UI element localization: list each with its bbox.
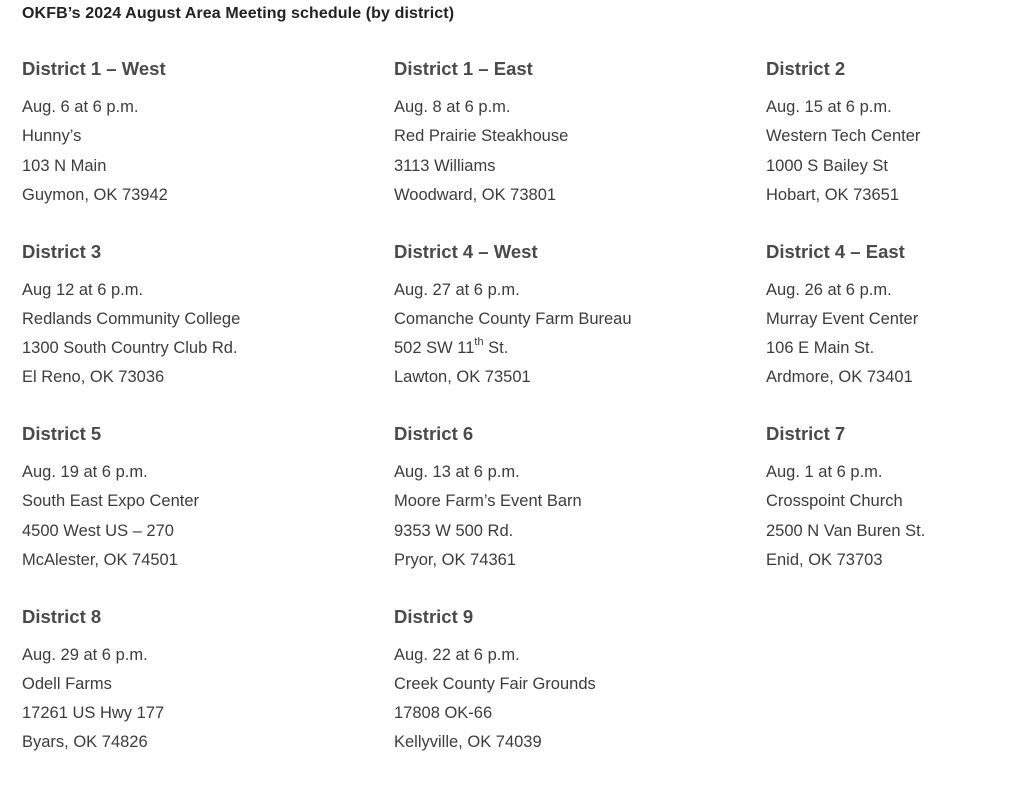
district-schedule-grid (22, 57, 1011, 787)
district-name: District 2 (766, 57, 1011, 81)
district-name: District 6 (394, 422, 766, 446)
district-card-4-west (394, 240, 766, 423)
meeting-street: 9353 W 500 Rd. (394, 517, 766, 546)
district-card-5 (22, 422, 394, 605)
meeting-city: Pryor, OK 74361 (394, 546, 766, 575)
district-name: District 7 (766, 422, 1011, 446)
meeting-city: McAlester, OK 74501 (22, 546, 394, 575)
meeting-street: 4500 West US – 270 (22, 517, 394, 546)
district-name: District 4 – West (394, 240, 766, 264)
meeting-date: Aug. 19 at 6 p.m. (22, 458, 394, 487)
meeting-city: Kellyville, OK 74039 (394, 728, 766, 757)
meeting-city: El Reno, OK 73036 (22, 363, 394, 392)
meeting-date: Aug. 8 at 6 p.m. (394, 93, 766, 122)
meeting-date: Aug. 22 at 6 p.m. (394, 641, 766, 670)
district-card-4-east (766, 240, 1011, 423)
meeting-date: Aug. 1 at 6 p.m. (766, 458, 1011, 487)
district-card-9 (394, 605, 766, 787)
meeting-street (394, 334, 766, 363)
meeting-date: Aug. 15 at 6 p.m. (766, 93, 1011, 122)
meeting-street: 106 E Main St. (766, 334, 1011, 363)
meeting-date: Aug. 26 at 6 p.m. (766, 276, 1011, 305)
meeting-city: Byars, OK 74826 (22, 728, 394, 757)
ordinal-suffix: th (474, 336, 483, 348)
meeting-street: 2500 N Van Buren St. (766, 517, 1011, 546)
street-number: 502 SW 11 (394, 339, 474, 357)
district-name: District 1 – East (394, 57, 766, 81)
district-name: District 9 (394, 605, 766, 629)
street-type: St. (484, 339, 509, 357)
meeting-date: Aug. 27 at 6 p.m. (394, 276, 766, 305)
meeting-city: Guymon, OK 73942 (22, 181, 394, 210)
meeting-city: Ardmore, OK 73401 (766, 363, 1011, 392)
meeting-street: 17261 US Hwy 177 (22, 699, 394, 728)
meeting-date: Aug. 6 at 6 p.m. (22, 93, 394, 122)
meeting-venue: Western Tech Center (766, 122, 1011, 151)
meeting-venue: Crosspoint Church (766, 487, 1011, 516)
district-name: District 3 (22, 240, 394, 264)
meeting-street: 1300 South Country Club Rd. (22, 334, 394, 363)
district-name: District 1 – West (22, 57, 394, 81)
meeting-venue: Creek County Fair Grounds (394, 670, 766, 699)
meeting-venue: Moore Farm’s Event Barn (394, 487, 766, 516)
district-card-8 (22, 605, 394, 787)
district-card-6 (394, 422, 766, 605)
meeting-date: Aug. 13 at 6 p.m. (394, 458, 766, 487)
meeting-city: Lawton, OK 73501 (394, 363, 766, 392)
meeting-venue: Red Prairie Steakhouse (394, 122, 766, 151)
district-card-3 (22, 240, 394, 423)
district-name: District 5 (22, 422, 394, 446)
district-card-1-west (22, 57, 394, 240)
meeting-city: Woodward, OK 73801 (394, 181, 766, 210)
district-card-1-east (394, 57, 766, 240)
meeting-venue: Comanche County Farm Bureau (394, 305, 766, 334)
meeting-venue: Redlands Community College (22, 305, 394, 334)
district-card-7 (766, 422, 1011, 605)
meeting-venue: South East Expo Center (22, 487, 394, 516)
page-title: OKFB’s 2024 August Area Meeting schedule (by district) (22, 5, 454, 23)
meeting-venue: Odell Farms (22, 670, 394, 699)
meeting-venue: Murray Event Center (766, 305, 1011, 334)
meeting-date: Aug. 29 at 6 p.m. (22, 641, 394, 670)
meeting-street: 3113 Williams (394, 152, 766, 181)
district-name: District 4 – East (766, 240, 1011, 264)
district-card-2 (766, 57, 1011, 240)
meeting-city: Enid, OK 73703 (766, 546, 1011, 575)
meeting-date: Aug 12 at 6 p.m. (22, 276, 394, 305)
meeting-city: Hobart, OK 73651 (766, 181, 1011, 210)
meeting-street: 1000 S Bailey St (766, 152, 1011, 181)
meeting-street: 17808 OK-66 (394, 699, 766, 728)
meeting-street: 103 N Main (22, 152, 394, 181)
district-name: District 8 (22, 605, 394, 629)
meeting-venue: Hunny’s (22, 122, 394, 151)
